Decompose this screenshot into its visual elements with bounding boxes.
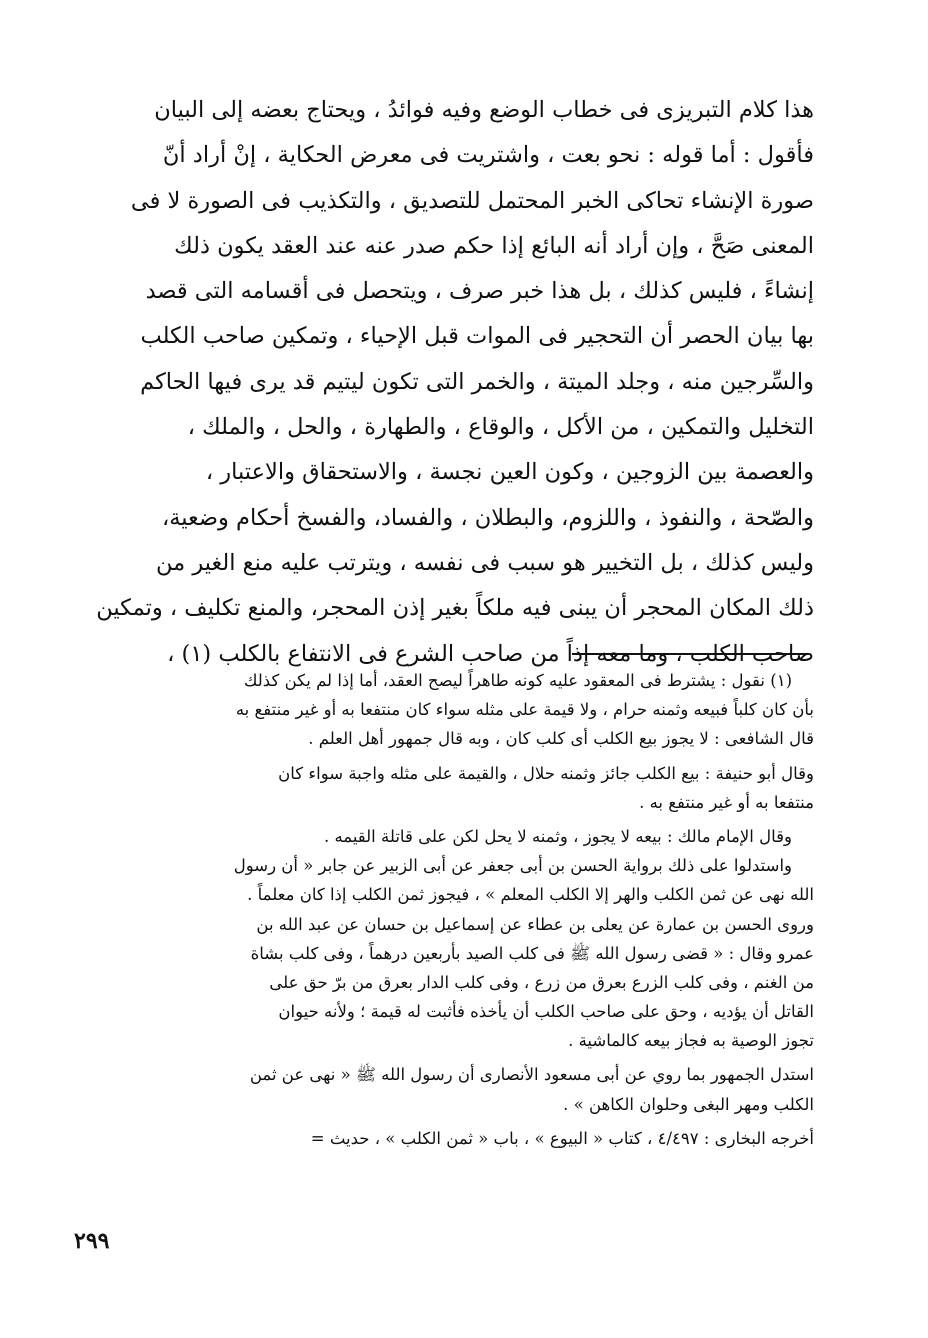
footnote-line: منتفعا به أو غير منتفع به .	[639, 792, 814, 812]
main-text-line: فأقول : أما قوله : نحو بعت ، واشتريت فى معرض الحكاية ، إنْ أراد أنّ	[162, 142, 814, 169]
footnote-line: من الغنم ، وفى كلب الزرع بعرق من زرع ، وفى كلب الدار بعرق من برّ حق على	[269, 972, 814, 992]
main-text-line: والسِّرجين منه ، وجلد الميتة ، والخمر التى تكون ليتيم قد يرى فيها الحاكم	[140, 368, 814, 395]
footnote-line: أخرجه البخارى : ٤/٤٩٧ ، كتاب « البيوع » ، باب « ثمن الكلب » ، حديث =	[310, 1128, 814, 1148]
main-text-block	[96, 88, 814, 677]
main-text-line: بها بيان الحصر أن التحجير فى الموات قبل الإحياء ، وتمكين صاحب الكلب	[140, 323, 814, 350]
footnote-line: تجوز الوصية به فجاز بيعه كالماشية .	[568, 1031, 814, 1051]
footnote-line: بأن كان كلباً فبيعه وثمنه حرام ، ولا قيمة على مثله سواء كان منتفعا به أو غير منتفع به	[235, 700, 814, 720]
main-text-line: المعنى صَحَّ ، وإن أراد أنه البائع إذا حكم صدر عنه عند العقد يكون ذلك	[174, 232, 814, 259]
main-text-line: التخليل والتمكين ، من الأكل ، والوقاع ، والطهارة ، والحل ، والملك ،	[187, 414, 814, 441]
footnote-divider	[572, 653, 808, 655]
footnote-line: قال الشافعى : لا يجوز بيع الكلب أى كلب كان ، وبه قال جمهور أهل العلم .	[308, 729, 814, 749]
main-text-line: صاحب الكلب ، وما معه إذاً من صاحب الشرع فى الانتفاع بالكلب (١) ،	[167, 640, 814, 667]
main-text-line: صورة الإنشاء تحاكى الخبر المحتمل للتصديق ، والتكذيب فى الصورة لا فى	[130, 187, 814, 214]
footnote-line: وقال أبو حنيفة : بيع الكلب جائز وثمنه حلال ، والقيمة على مثله واجبة سواء كان	[278, 763, 814, 783]
footnotes-block	[96, 666, 814, 1153]
footnote-line: واستدلوا على ذلك برواية الحسن بن أبى جعفر عن أبى الزبير عن جابر « أن رسول	[233, 856, 792, 876]
main-text-line: إنشاءً ، فليس كذلك ، بل هذا خبر صرف ، ويتحصل فى أقسامه التى قصد	[145, 278, 814, 305]
page-number: ٢٩٩	[74, 1228, 110, 1254]
footnote-line: وروى الحسن بن عمارة عن يعلى بن عطاء عن إسماعيل بن حسان عن عبد الله بن	[256, 914, 814, 934]
footnote-line: الكلب ومهر البغى وحلوان الكاهن » .	[563, 1094, 814, 1114]
footnote-line: (١) نقول : يشترط فى المعقود عليه كونه طاهراً ليصح العقد، أما إذا لم يكن كذلك	[243, 671, 792, 690]
footnote-line: الله نهى عن ثمن الكلب والهر إلا الكلب المعلم » ، فيجوز ثمن الكلب إذا كان معلماً .	[247, 885, 814, 905]
main-text-line: ذلك المكان المحجر أن يبنى فيه ملكاً بغير إذن المحجر، والمنع تكليف ، وتمكين	[96, 595, 814, 622]
footnote-line: عمرو وقال : « قضى رسول الله ﷺ فى كلب الصيد بأربعين درهماً ، وفى كلب بشاة	[250, 943, 814, 963]
footnote-line: وقال الإمام مالك : بيعه لا يجوز ، وثمنه لا يحل لكن على قاتلة القيمه .	[323, 826, 792, 846]
main-text-line: والعصمة بين الزوجين ، وكون العين نجسة ، والاستحقاق والاعتبار ،	[205, 459, 814, 486]
main-text-line: وليس كذلك ، بل التخيير هو سبب فى نفسه ، ويترتب عليه منع الغير من	[156, 549, 814, 576]
main-text-line: هذا كلام التبريزى فى خطاب الوضع وفيه فوائدُ ، ويحتاج بعضه إلى البيان	[154, 97, 814, 123]
footnote-line: استدل الجمهور بما روي عن أبى مسعود الأنصارى أن رسول الله ﷺ « نهى عن ثمن	[249, 1065, 814, 1085]
main-text-line: والصّحة ، والنفوذ ، واللزوم، والبطلان ، والفساد، والفسخ أحكام وضعية،	[161, 504, 814, 531]
footnote-line: القاتل أن يؤديه ، وحق على صاحب الكلب أن يأخذه فأثبت له قيمة ؛ ولأنه حيوان	[278, 1002, 814, 1022]
